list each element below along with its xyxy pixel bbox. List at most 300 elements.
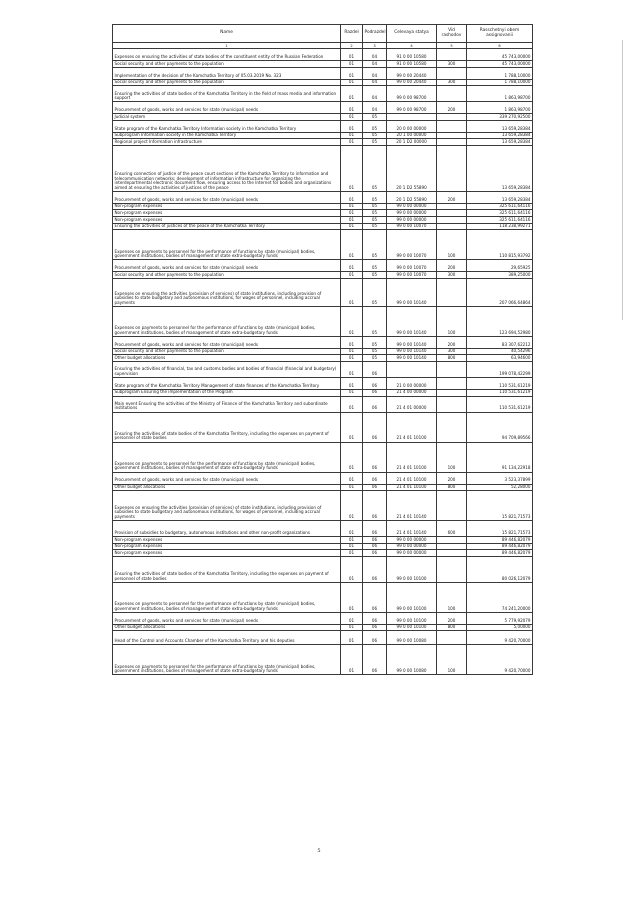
table-row [113, 631, 533, 645]
row-razdel-cell: 01 [341, 203, 363, 210]
row-podrazdel-cell: 06 [363, 645, 387, 675]
table-row [113, 361, 533, 377]
table-row [113, 582, 533, 612]
row-razdel-cell: 01 [341, 230, 363, 260]
table-row [113, 120, 533, 132]
row-razdel-cell: 01 [341, 624, 363, 631]
row-expense-type-cell [437, 67, 467, 79]
table-row [113, 79, 533, 86]
row-name-cell: Procurement of goods, works and services for state (municipal) needs [113, 260, 341, 272]
table-row [113, 396, 533, 412]
row-razdel-cell: 01 [341, 550, 363, 557]
row-razdel-cell: 01 [341, 556, 363, 582]
row-target-article-cell: 99 0 00 10140 [387, 355, 437, 362]
row-target-article-cell: 99 0 00 00000 [387, 543, 437, 550]
table-row [113, 537, 533, 544]
row-amount-cell: 13 659,28384 [467, 132, 533, 139]
table-row [113, 217, 533, 224]
row-name-cell: Expenses on payments to personnel for the performance of functions by state (municipal) bodies, government institutions, bodies of management of state extra-budgetary funds [113, 442, 341, 472]
row-razdel-cell: 01 [341, 191, 363, 203]
row-podrazdel-cell: 06 [363, 612, 387, 624]
row-target-article-cell: 21 4 01 10140 [387, 521, 437, 537]
table-body [113, 49, 533, 675]
row-podrazdel-cell: 06 [363, 484, 387, 491]
row-razdel-cell: 01 [341, 223, 363, 230]
table-row [113, 61, 533, 68]
row-amount-cell: 1 788,10000 [467, 79, 533, 86]
row-podrazdel-cell: 04 [363, 67, 387, 79]
row-expense-type-cell: 200 [437, 472, 467, 484]
table-row [113, 550, 533, 557]
row-expense-type-cell [437, 278, 467, 306]
header-podrazdel: Podrazdel [363, 25, 387, 43]
row-target-article-cell: 99 0 00 00000 [387, 210, 437, 217]
row-name-cell: Procurement of goods, works and services for state (municipal) needs [113, 472, 341, 484]
row-target-article-cell: 99 0 00 20440 [387, 67, 437, 79]
row-razdel-cell: 01 [341, 348, 363, 355]
row-razdel-cell: 01 [341, 132, 363, 139]
row-amount-cell: 13 659,28384 [467, 139, 533, 146]
row-podrazdel-cell: 05 [363, 145, 387, 191]
row-expense-type-cell [437, 396, 467, 412]
row-target-article-cell: 21 4 01 10100 [387, 412, 437, 442]
row-amount-cell: 110 815,93792 [467, 230, 533, 260]
row-razdel-cell: 01 [341, 389, 363, 396]
table-row [113, 203, 533, 210]
row-target-article-cell: 21 4 00 00000 [387, 389, 437, 396]
table-row [113, 491, 533, 521]
row-name-cell: Subprogram Ensuring the implementation of the Program [113, 389, 341, 396]
row-razdel-cell: 01 [341, 272, 363, 279]
row-expense-type-cell: 100 [437, 442, 467, 472]
row-target-article-cell: 91 0 00 10580 [387, 61, 437, 68]
table-row [113, 645, 533, 675]
column-number: 4 [387, 43, 437, 49]
table-row [113, 102, 533, 114]
row-razdel-cell: 01 [341, 86, 363, 102]
row-name-cell: Regional project Information infrastructure [113, 139, 341, 146]
table-row [113, 145, 533, 191]
table-row [113, 114, 533, 121]
row-expense-type-cell [437, 537, 467, 544]
row-podrazdel-cell: 06 [363, 396, 387, 412]
table-row [113, 624, 533, 631]
row-amount-cell: 13 659,28384 [467, 120, 533, 132]
header-name: Name [113, 25, 341, 43]
row-target-article-cell: 91 0 00 10580 [387, 49, 437, 61]
row-target-article-cell: 99 0 00 00000 [387, 217, 437, 224]
row-amount-cell: 110 531,61219 [467, 396, 533, 412]
row-amount-cell: 9 420,70000 [467, 645, 533, 675]
row-amount-cell: 52,28000 [467, 484, 533, 491]
row-expense-type-cell: 600 [437, 521, 467, 537]
row-target-article-cell: 99 0 00 10070 [387, 230, 437, 260]
row-target-article-cell: 20 1 D2 55890 [387, 191, 437, 203]
row-name-cell: Social security and other payments to the population [113, 272, 341, 279]
row-name-cell: Ensuring connection of justice of the peace court sections of the Kamchatka Territory to information and telecommunication networks; development of information infrastructure for organizing the interdepartmental electronic document flow, ensuring access to the Internet for bodies and organizations aimed at ensuring the activities of justices of the peace [113, 145, 341, 191]
row-name-cell: Ensuring the activities of justices of the peace of the Kamchatka Territory [113, 223, 341, 230]
row-target-article-cell: 99 0 00 10080 [387, 645, 437, 675]
row-podrazdel-cell: 06 [363, 521, 387, 537]
row-podrazdel-cell: 05 [363, 306, 387, 336]
row-amount-cell: 15 821,71573 [467, 521, 533, 537]
row-amount-cell: 325 611,64116 [467, 203, 533, 210]
row-razdel-cell: 01 [341, 442, 363, 472]
row-name-cell: Non-program expenses [113, 550, 341, 557]
row-name-cell: Ensuring the activities of state bodies of the Kamchatka Territory, including the expenses on payment of personnel of state bodies [113, 412, 341, 442]
row-target-article-cell: 99 0 00 98700 [387, 86, 437, 102]
row-name-cell: Procurement of goods, works and services for state (municipal) needs [113, 191, 341, 203]
row-name-cell: Other budget allocations [113, 355, 341, 362]
row-expense-type-cell: 300 [437, 348, 467, 355]
row-podrazdel-cell: 06 [363, 361, 387, 377]
page-number: 5 [317, 848, 321, 854]
row-amount-cell: 94 709,89566 [467, 412, 533, 442]
row-razdel-cell: 01 [341, 355, 363, 362]
row-amount-cell: 1 863,98700 [467, 102, 533, 114]
row-amount-cell: 110 531,61219 [467, 377, 533, 389]
row-name-cell: Judicial system [113, 114, 341, 121]
row-name-cell: Ensuring the activities of state bodies of the Kamchatka Territory in the field of mass media and information support [113, 86, 341, 102]
row-name-cell: Expenses on payments to personnel for the performance of functions by state (municipal) bodies, government institutions, bodies of management of state extra-budgetary funds [113, 306, 341, 336]
row-name-cell: Non-program expenses [113, 210, 341, 217]
row-razdel-cell: 01 [341, 120, 363, 132]
row-podrazdel-cell: 06 [363, 389, 387, 396]
row-expense-type-cell [437, 556, 467, 582]
row-podrazdel-cell: 05 [363, 114, 387, 121]
table-row [113, 484, 533, 491]
row-razdel-cell: 01 [341, 49, 363, 61]
row-target-article-cell: 99 0 00 10100 [387, 556, 437, 582]
row-expense-type-cell [437, 389, 467, 396]
row-target-article-cell: 99 0 00 00000 [387, 537, 437, 544]
row-expense-type-cell [437, 377, 467, 389]
budget-allocation-table [112, 24, 533, 675]
table-row [113, 389, 533, 396]
row-podrazdel-cell: 06 [363, 543, 387, 550]
table-row [113, 139, 533, 146]
row-expense-type-cell: 200 [437, 612, 467, 624]
row-target-article-cell: 99 0 00 10100 [387, 582, 437, 612]
row-target-article-cell: 99 0 00 10070 [387, 272, 437, 279]
row-podrazdel-cell: 05 [363, 230, 387, 260]
row-amount-cell: 9 420,70000 [467, 631, 533, 645]
table-row [113, 191, 533, 203]
row-amount-cell: 207 066,64864 [467, 278, 533, 306]
row-podrazdel-cell: 06 [363, 556, 387, 582]
row-podrazdel-cell: 05 [363, 139, 387, 146]
row-expense-type-cell: 100 [437, 645, 467, 675]
row-amount-cell: 199 078,42299 [467, 361, 533, 377]
row-expense-type-cell [437, 550, 467, 557]
table-row [113, 67, 533, 79]
row-amount-cell: 40,54296 [467, 348, 533, 355]
row-target-article-cell: 20 1 D2 00000 [387, 139, 437, 146]
row-target-article-cell: 99 0 00 00000 [387, 550, 437, 557]
row-name-cell: Other budget allocations [113, 484, 341, 491]
row-expense-type-cell [437, 49, 467, 61]
table-row [113, 230, 533, 260]
table-row [113, 521, 533, 537]
row-podrazdel-cell: 06 [363, 582, 387, 612]
row-amount-cell: 83 307,62212 [467, 336, 533, 348]
row-razdel-cell: 01 [341, 543, 363, 550]
row-podrazdel-cell: 06 [363, 442, 387, 472]
row-target-article-cell: 99 0 00 10140 [387, 348, 437, 355]
row-name-cell: Head of the Control and Accounts Chamber of the Kamchatka Territory and his deputies [113, 631, 341, 645]
row-razdel-cell: 01 [341, 67, 363, 79]
row-name-cell: Expenses on ensuring the activities (provision of services) of state institutions, including provision of subsidies to state budgetary and autonomous institutions, for wages of personnel, including accrual payments [113, 491, 341, 521]
row-expense-type-cell: 800 [437, 624, 467, 631]
row-podrazdel-cell: 06 [363, 377, 387, 389]
row-podrazdel-cell: 05 [363, 336, 387, 348]
row-name-cell: Expenses on payments to personnel for the performance of functions by state (municipal) bodies, government institutions, bodies of management of state extra-budgetary funds [113, 230, 341, 260]
table-row [113, 86, 533, 102]
row-amount-cell: 110 531,61219 [467, 389, 533, 396]
table-row [113, 442, 533, 472]
column-number: 2 [341, 43, 363, 49]
row-amount-cell: 29,65925 [467, 260, 533, 272]
row-razdel-cell: 01 [341, 139, 363, 146]
row-target-article-cell: 99 0 00 98700 [387, 102, 437, 114]
row-expense-type-cell [437, 491, 467, 521]
row-amount-cell: 15 821,71573 [467, 491, 533, 521]
row-name-cell: Social security and other payments to the population [113, 348, 341, 355]
row-amount-cell: 63,94600 [467, 355, 533, 362]
row-name-cell: Main event Ensuring the activities of the Ministry of Finance of the Kamchatka Territory and subordinate institutions [113, 396, 341, 412]
row-expense-type-cell: 200 [437, 336, 467, 348]
table-row [113, 612, 533, 624]
row-podrazdel-cell: 05 [363, 223, 387, 230]
row-amount-cell: 118 238,99271 [467, 223, 533, 230]
table-row [113, 49, 533, 61]
row-expense-type-cell: 300 [437, 79, 467, 86]
row-target-article-cell [387, 361, 437, 377]
row-target-article-cell: 20 1 D2 55890 [387, 145, 437, 191]
table-row [113, 210, 533, 217]
table-row [113, 132, 533, 139]
row-podrazdel-cell: 05 [363, 191, 387, 203]
header-razdel: Razdel [341, 25, 363, 43]
row-name-cell: Ensuring the activities of state bodies of the Kamchatka Territory, including the expenses on payment of personnel of state bodies [113, 556, 341, 582]
row-podrazdel-cell: 06 [363, 550, 387, 557]
table-row [113, 348, 533, 355]
row-amount-cell: 5,00000 [467, 624, 533, 631]
row-razdel-cell: 01 [341, 306, 363, 336]
row-amount-cell: 389,25000 [467, 272, 533, 279]
row-target-article-cell: 99 0 00 10140 [387, 306, 437, 336]
row-expense-type-cell: 300 [437, 272, 467, 279]
row-podrazdel-cell: 05 [363, 132, 387, 139]
row-razdel-cell: 01 [341, 210, 363, 217]
table-row [113, 336, 533, 348]
row-name-cell: Non-program expenses [113, 543, 341, 550]
row-target-article-cell: 21 4 01 10140 [387, 491, 437, 521]
row-podrazdel-cell: 05 [363, 210, 387, 217]
row-podrazdel-cell: 05 [363, 120, 387, 132]
row-target-article-cell: 20 0 00 00000 [387, 120, 437, 132]
row-razdel-cell: 01 [341, 145, 363, 191]
row-razdel-cell: 01 [341, 396, 363, 412]
table-row [113, 556, 533, 582]
row-razdel-cell: 01 [341, 412, 363, 442]
row-expense-type-cell [437, 145, 467, 191]
table-row [113, 543, 533, 550]
row-podrazdel-cell: 05 [363, 278, 387, 306]
row-expense-type-cell [437, 412, 467, 442]
row-name-cell: Ensuring the activities of financial, tax and customs bodies and bodies of financial (financial and budgetary) supervision [113, 361, 341, 377]
row-podrazdel-cell: 04 [363, 102, 387, 114]
row-podrazdel-cell: 05 [363, 217, 387, 224]
row-target-article-cell: 21 4 01 10100 [387, 484, 437, 491]
row-expense-type-cell: 800 [437, 355, 467, 362]
row-target-article-cell: 99 0 00 10140 [387, 336, 437, 348]
row-expense-type-cell [437, 139, 467, 146]
row-podrazdel-cell: 05 [363, 348, 387, 355]
row-podrazdel-cell: 04 [363, 49, 387, 61]
table-row [113, 260, 533, 272]
row-name-cell: State program of the Kamchatka Territory Management of state finances of the Kamchatka Territory [113, 377, 341, 389]
row-expense-type-cell: 100 [437, 306, 467, 336]
row-target-article-cell: 21 4 01 00000 [387, 396, 437, 412]
row-amount-cell: 91 134,22918 [467, 442, 533, 472]
row-amount-cell: 5 779,92079 [467, 612, 533, 624]
row-razdel-cell: 01 [341, 537, 363, 544]
row-amount-cell: 13 659,28384 [467, 145, 533, 191]
row-amount-cell: 1 788,10000 [467, 67, 533, 79]
row-amount-cell: 89 446,82079 [467, 550, 533, 557]
row-razdel-cell: 01 [341, 631, 363, 645]
row-amount-cell: 80 026,12079 [467, 556, 533, 582]
row-amount-cell: 45 743,00000 [467, 49, 533, 61]
row-razdel-cell: 01 [341, 217, 363, 224]
row-podrazdel-cell: 06 [363, 412, 387, 442]
row-target-article-cell: 21 4 01 10100 [387, 472, 437, 484]
row-razdel-cell: 01 [341, 521, 363, 537]
row-expense-type-cell [437, 210, 467, 217]
table-row [113, 223, 533, 230]
row-name-cell: Provision of subsidies to budgetary, autonomous institutions and other non-profit organizations [113, 521, 341, 537]
row-amount-cell: 123 694,52980 [467, 306, 533, 336]
row-expense-type-cell [437, 543, 467, 550]
row-razdel-cell: 01 [341, 484, 363, 491]
row-target-article-cell [387, 114, 437, 121]
row-name-cell: Non-program expenses [113, 217, 341, 224]
table-row [113, 272, 533, 279]
row-name-cell: Procurement of goods, works and services for state (municipal) needs [113, 102, 341, 114]
header-target-article: Celevaya statya [387, 25, 437, 43]
row-expense-type-cell [437, 217, 467, 224]
row-expense-type-cell [437, 120, 467, 132]
row-target-article-cell: 99 0 00 00000 [387, 203, 437, 210]
row-name-cell: Implementation of the decision of the Kamchatka Territory of 05.03.2019 No. 323 [113, 67, 341, 79]
row-podrazdel-cell: 04 [363, 79, 387, 86]
row-target-article-cell: 99 0 00 10100 [387, 624, 437, 631]
row-razdel-cell: 01 [341, 612, 363, 624]
row-target-article-cell: 20 1 00 00000 [387, 132, 437, 139]
column-number: 1 [113, 43, 341, 49]
row-amount-cell: 325 611,64116 [467, 210, 533, 217]
table-row [113, 278, 533, 306]
row-name-cell: State program of the Kamchatka Territory Information society in the Kamchatka Territory [113, 120, 341, 132]
table-row [113, 412, 533, 442]
row-podrazdel-cell: 04 [363, 86, 387, 102]
row-razdel-cell: 01 [341, 582, 363, 612]
row-name-cell: Expenses on payments to personnel for the performance of functions by state (municipal) bodies, government institutions, bodies of management of state extra-budgetary funds [113, 582, 341, 612]
row-name-cell: Other budget allocations [113, 624, 341, 631]
row-podrazdel-cell: 06 [363, 491, 387, 521]
row-target-article-cell: 99 0 00 10070 [387, 260, 437, 272]
row-expense-type-cell: 200 [437, 191, 467, 203]
row-razdel-cell: 01 [341, 61, 363, 68]
row-name-cell: Non-program expenses [113, 537, 341, 544]
row-razdel-cell: 01 [341, 377, 363, 389]
row-target-article-cell: 99 0 00 20440 [387, 79, 437, 86]
row-amount-cell: 3 523,37899 [467, 472, 533, 484]
row-expense-type-cell [437, 203, 467, 210]
row-target-article-cell: 21 0 00 00000 [387, 377, 437, 389]
row-name-cell: Social security and other payments to the population [113, 61, 341, 68]
row-podrazdel-cell: 05 [363, 272, 387, 279]
row-expense-type-cell: 200 [437, 102, 467, 114]
row-expense-type-cell [437, 132, 467, 139]
table-header-row [113, 25, 533, 43]
row-name-cell: Subprogram Information society in the Kamchatka Territory [113, 132, 341, 139]
row-expense-type-cell: 100 [437, 230, 467, 260]
row-name-cell: Social security and other payments to the population [113, 79, 341, 86]
row-podrazdel-cell: 06 [363, 537, 387, 544]
row-expense-type-cell [437, 631, 467, 645]
row-podrazdel-cell: 06 [363, 631, 387, 645]
row-razdel-cell: 01 [341, 114, 363, 121]
row-razdel-cell: 01 [341, 491, 363, 521]
row-expense-type-cell [437, 114, 467, 121]
row-expense-type-cell: 100 [437, 582, 467, 612]
row-expense-type-cell [437, 223, 467, 230]
row-amount-cell: 1 863,98700 [467, 86, 533, 102]
row-target-article-cell: 99 0 00 10080 [387, 631, 437, 645]
row-podrazdel-cell: 05 [363, 355, 387, 362]
table-row [113, 377, 533, 389]
row-podrazdel-cell: 06 [363, 472, 387, 484]
column-number: 6 [467, 43, 533, 49]
row-target-article-cell: 99 0 00 10070 [387, 223, 437, 230]
row-podrazdel-cell: 06 [363, 624, 387, 631]
row-razdel-cell: 01 [341, 361, 363, 377]
row-razdel-cell: 01 [341, 472, 363, 484]
row-amount-cell: 325 611,64116 [467, 217, 533, 224]
row-expense-type-cell [437, 361, 467, 377]
row-podrazdel-cell: 05 [363, 260, 387, 272]
row-amount-cell: 89 446,82079 [467, 537, 533, 544]
row-razdel-cell: 01 [341, 260, 363, 272]
column-number: 3 [363, 43, 387, 49]
table-row [113, 472, 533, 484]
row-name-cell: Expenses on ensuring the activities (provision of services) of state institutions, including provision of subsidies to state budgetary and autonomous institutions, for wages of personnel, including accrual payments [113, 278, 341, 306]
row-expense-type-cell [437, 86, 467, 102]
row-name-cell: Expenses on payments to personnel for the performance of functions by state (municipal) bodies, government institutions, bodies of management of state extra-budgetary funds [113, 645, 341, 675]
table-row [113, 306, 533, 336]
row-amount-cell: 13 659,28384 [467, 191, 533, 203]
table-row [113, 355, 533, 362]
row-name-cell: Procurement of goods, works and services for state (municipal) needs [113, 612, 341, 624]
row-razdel-cell: 01 [341, 79, 363, 86]
row-target-article-cell: 99 0 00 10100 [387, 612, 437, 624]
row-target-article-cell: 21 4 01 10100 [387, 442, 437, 472]
row-razdel-cell: 01 [341, 278, 363, 306]
row-name-cell: Non-program expenses [113, 203, 341, 210]
row-razdel-cell: 01 [341, 645, 363, 675]
